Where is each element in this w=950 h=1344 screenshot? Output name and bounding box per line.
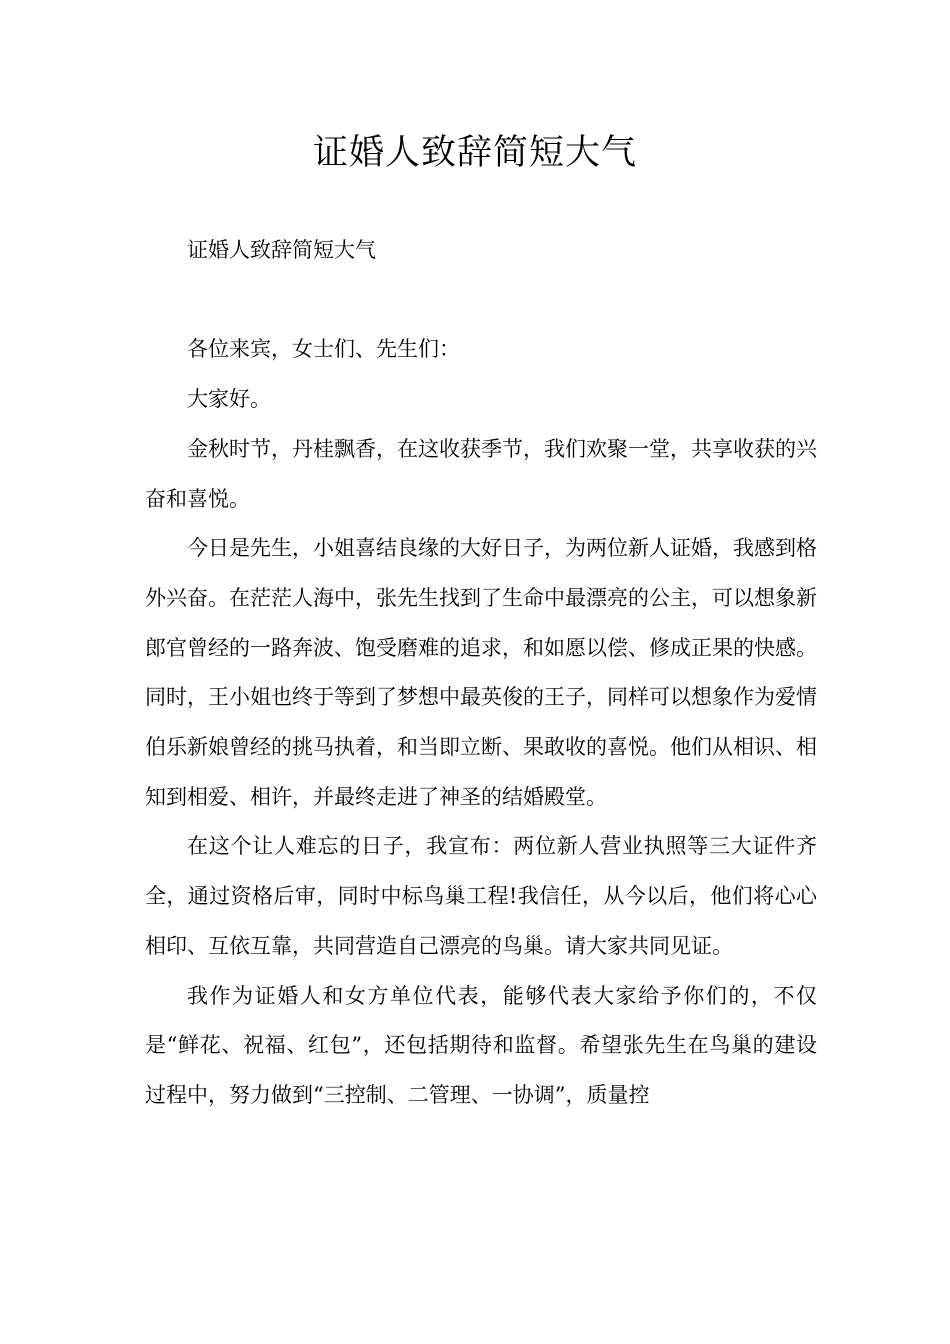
paragraph-announcement: 在这个让人难忘的日子，我宣布：两位新人营业执照等三大证件齐全，通过资格后审，同时中标鸟巢工程!我信任，从今以后，他们将心心相印、互依互靠，共同营造自己漂亮的鸟巢。请大家共同见证。 <box>145 834 817 958</box>
paragraph-greeting: 各位来宾，女士们、先生们： <box>187 337 460 362</box>
document-body <box>145 226 817 1121</box>
paragraph-autumn: 金秋时节，丹桂飘香，在这收获季节，我们欢聚一堂，共享收获的兴奋和喜悦。 <box>145 436 817 511</box>
document-subtitle: 证婚人致辞简短大气 <box>187 238 376 262</box>
paragraph-witness: 我作为证婚人和女方单位代表，能够代表大家给予你们的，不仅是“鲜花、祝福、红包”，还包括期待和监督。希望张先生在鸟巢的建设过程中，努力做到“三控制、二管理、一协调”，质量控 <box>145 983 817 1107</box>
paragraph-wedding-day: 今日是先生，小姐喜结良缘的大好日子，为两位新人证婚，我感到格外兴奋。在茫茫人海中，张先生找到了生命中最漂亮的公主，可以想象新郎官曾经的一路奔波、饱受磨难的追求，和如愿以偿、修成正果的快感。同时，王小姐也终于等到了梦想中最英俊的王子，同样可以想象作为爱情伯乐新娘曾经的挑马执着，和当即立断、果敢收的喜悦。他们从相识、相知到相爱、相许，并最终走进了神圣的结婚殿堂。 <box>145 536 817 809</box>
document-title: 证婚人致辞简短大气 <box>312 133 637 173</box>
paragraph-hello: 大家好。 <box>187 387 271 412</box>
